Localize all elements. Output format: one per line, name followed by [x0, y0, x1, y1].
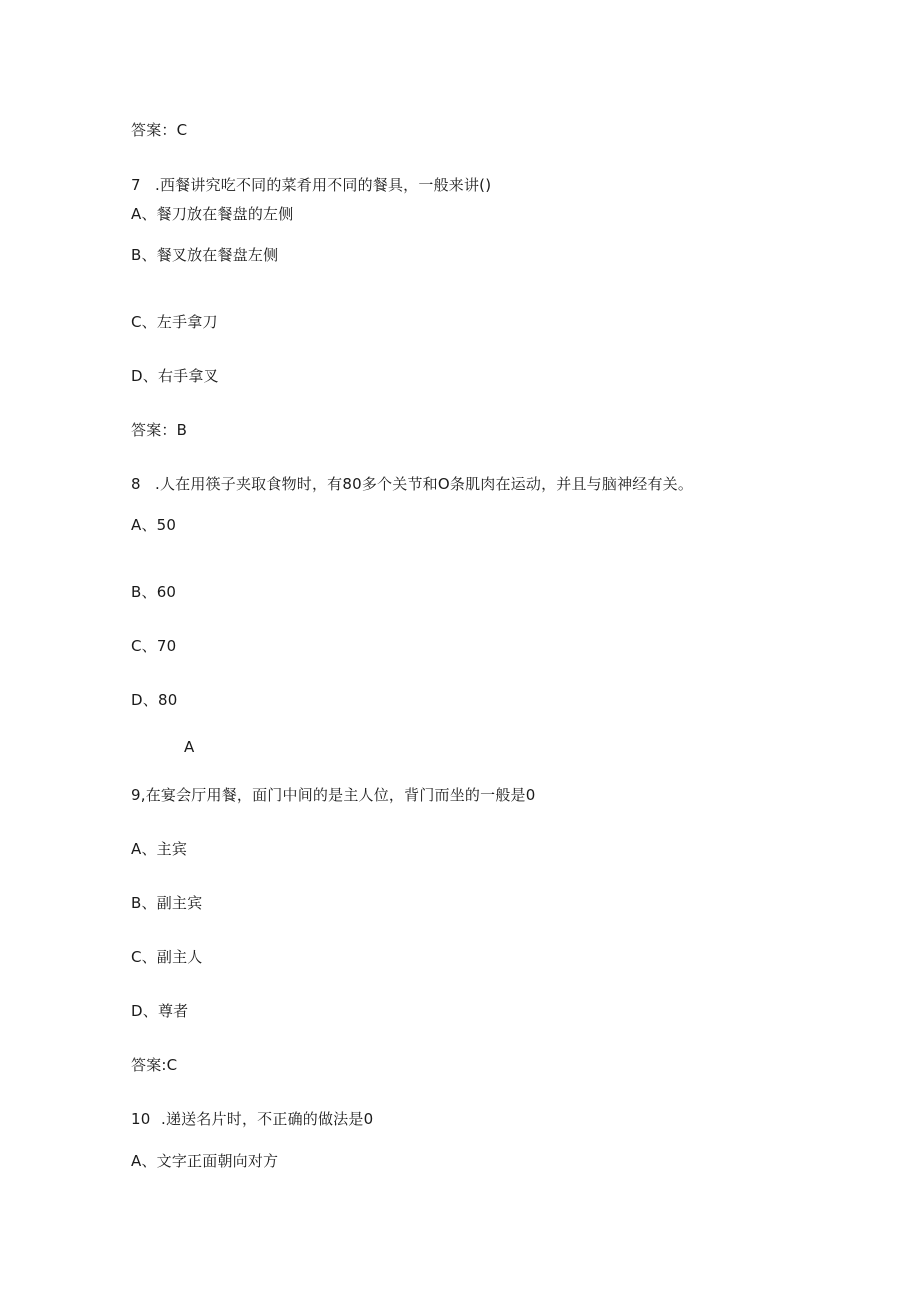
answer-7: 答案：B [131, 421, 188, 439]
question-8-text: .人在用筷子夹取食物时，有80多个关节和O条肌肉在运动，并且与脑神经有关。 [155, 475, 694, 493]
question-10-option-a: A、文字正面朝向对方 [131, 1152, 279, 1170]
question-7 [131, 175, 491, 195]
question-8 [131, 474, 693, 494]
question-8-option-c: C、70 [131, 637, 177, 655]
question-7-option-c: C、左手拿刀 [131, 313, 218, 331]
question-7-option-b: B、餐叉放在餐盘左侧 [131, 246, 279, 264]
question-8-option-d: D、80 [131, 691, 178, 709]
question-7-text: .西餐讲究吃不同的菜肴用不同的餐具，一般来讲() [155, 176, 492, 194]
question-8-option-a: A、50 [131, 516, 177, 534]
answer-8: A [184, 738, 195, 756]
question-10-text: .递送名片时，不正确的做法是0 [161, 1110, 374, 1128]
question-10 [131, 1109, 373, 1129]
question-10-number: 10 [131, 1110, 151, 1128]
question-9-option-c: C、副主人 [131, 948, 203, 966]
question-7-option-a: A、餐刀放在餐盘的左侧 [131, 205, 294, 223]
question-9-option-b: B、副主宾 [131, 894, 203, 912]
question-9: 9,在宴会厅用餐，面门中间的是主人位，背门而坐的一般是0 [131, 786, 536, 804]
answer-6: 答案：C [131, 121, 188, 139]
question-8-number: 8 [131, 475, 141, 493]
answer-9: 答案:C [131, 1056, 178, 1074]
question-7-option-d: D、右手拿叉 [131, 367, 219, 385]
question-9-option-d: D、尊者 [131, 1002, 189, 1020]
question-8-option-b: B、60 [131, 583, 177, 601]
question-9-option-a: A、主宾 [131, 840, 188, 858]
question-7-number: 7 [131, 176, 141, 194]
